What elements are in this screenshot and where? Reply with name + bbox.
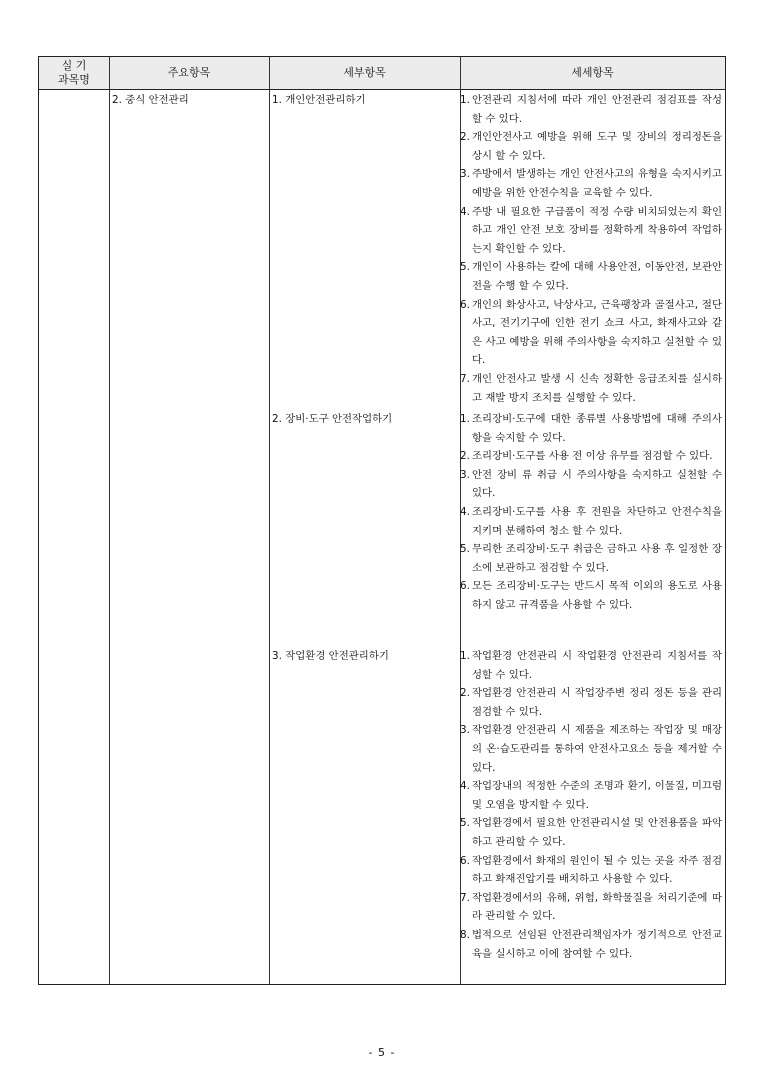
item-number: 1. <box>460 650 470 662</box>
item-text: 작업환경에서 필요한 안전관리시설 및 안전용품을 파악하고 관리할 수 있다. <box>472 817 722 848</box>
item-number: 3. <box>460 168 470 181</box>
item-text: 모든 조리장비·도구는 반드시 목적 이외의 용도로 사용하지 않고 규격품을 사용할 수 있다. <box>472 580 722 611</box>
list-item <box>460 466 722 503</box>
subdetail-list-1 <box>460 91 722 407</box>
item-text: 작업장내의 적정한 수준의 조명과 환기, 이물질, 미끄럼 및 오염을 방지할 수 있다. <box>472 780 722 811</box>
detail-item-1: 1. 개인안전관리하기 <box>272 94 366 106</box>
list-item <box>460 410 722 447</box>
header-subject-line2: 과목명 <box>58 73 90 86</box>
list-item <box>460 540 722 577</box>
list-item <box>460 577 722 614</box>
list-item <box>460 370 722 407</box>
item-text: 작업환경 안전관리 시 작업환경 안전관리 지침서를 작성할 수 있다. <box>472 650 722 681</box>
item-text: 개인안전사고 예방을 위해 도구 및 장비의 정리정돈을 상시 할 수 있다. <box>472 131 722 162</box>
list-item <box>460 296 722 370</box>
table-header <box>39 57 725 90</box>
list-item <box>460 258 722 295</box>
item-text: 개인의 화상사고, 낙상사고, 근육팽창과 골절사고, 절단사고, 전기기구에 인한 전기 쇼크 사고, 화재사고와 같은 사고 예방을 위해 주의사항을 숙지하고 실천할 수 있다. <box>472 298 722 367</box>
header-detail-item: 세부항목 <box>343 66 386 79</box>
column-divider <box>269 57 270 984</box>
item-number: 7. <box>460 891 470 904</box>
column-divider <box>109 57 110 984</box>
item-number: 4. <box>460 205 470 218</box>
list-item <box>460 852 722 889</box>
item-text: 무리한 조리장비·도구 취급은 금하고 사용 후 일정한 장소에 보관하고 점검할 수 있다. <box>472 543 722 574</box>
list-item <box>460 684 722 721</box>
item-text: 작업환경에서의 유해, 위험, 화학물질을 처리기준에 따라 관리할 수 있다. <box>472 891 722 923</box>
header-subdetail-item: 세세항목 <box>571 66 614 79</box>
item-text: 주방 내 필요한 구급품이 적정 수량 비치되었는지 확인하고 개인 안전 보호 장비를 정확하게 착용하여 작업하는지 확인할 수 있다. <box>472 205 722 255</box>
item-number: 1. <box>460 94 470 106</box>
item-text: 법적으로 선임된 안전관리책임자가 정기적으로 안전교육을 실시하고 이에 참여할 수 있다. <box>472 928 722 960</box>
list-item <box>460 128 722 165</box>
item-text: 조리장비·도구에 대한 종류별 사용방법에 대해 주의사항을 숙지할 수 있다. <box>472 413 722 444</box>
list-item <box>460 165 722 202</box>
item-number: 4. <box>460 780 470 793</box>
item-text: 작업환경에서 화재의 원인이 될 수 있는 곳을 자주 점검하고 화재진압기를 배치하고 사용할 수 있다. <box>472 854 722 886</box>
item-text: 개인이 사용하는 칼에 대해 사용안전, 이동안전, 보관안전을 수행 할 수 있다. <box>472 261 722 292</box>
item-text: 조리장비·도구를 사용 전 이상 유무를 점검할 수 있다. <box>472 450 713 463</box>
item-text: 안전 장비 류 취급 시 주의사항을 숙지하고 실천할 수 있다. <box>472 468 722 500</box>
item-number: 6. <box>460 854 470 867</box>
item-number: 6. <box>460 580 470 593</box>
item-text: 작업환경 안전관리 시 작업장주변 정리 정돈 등을 관리 점검할 수 있다. <box>472 687 722 718</box>
item-number: 5. <box>460 817 470 830</box>
subdetail-list-3 <box>460 647 722 963</box>
item-number: 5. <box>460 261 470 274</box>
header-subject-line1: 실 기 <box>61 59 87 72</box>
detail-item-3: 3. 작업환경 안전관리하기 <box>272 650 389 662</box>
list-item <box>460 647 722 684</box>
item-text: 개인 안전사고 발생 시 신속 정확한 응급조치를 실시하고 재발 방지 조치를 실행할 수 있다. <box>472 372 722 404</box>
item-text: 안전관리 지침서에 따라 개인 안전관리 점검표를 작성할 수 있다. <box>472 94 722 125</box>
page-number: - 5 - <box>368 1046 396 1059</box>
item-number: 2. <box>460 450 470 463</box>
list-item <box>460 203 722 259</box>
subdetail-list-2 <box>460 410 722 615</box>
list-item <box>460 889 722 926</box>
item-number: 2. <box>460 687 470 700</box>
item-text: 주방에서 발생하는 개인 안전사고의 유형을 숙지시키고 예방을 위한 안전수칙을 교육할 수 있다. <box>472 168 722 199</box>
item-number: 4. <box>460 505 470 518</box>
item-number: 5. <box>460 543 470 556</box>
main-item-cell: 2. 중식 안전관리 <box>112 94 189 106</box>
list-item <box>460 503 722 540</box>
item-text: 조리장비·도구를 사용 후 전원을 차단하고 안전수칙을 지키며 분해하여 청소 할 수 있다. <box>472 505 722 537</box>
list-item <box>460 721 722 777</box>
item-number: 3. <box>460 724 470 737</box>
list-item <box>460 777 722 814</box>
header-main-item: 주요항목 <box>167 66 211 79</box>
detail-item-2: 2. 장비·도구 안전작업하기 <box>272 413 393 425</box>
header-subject <box>39 57 109 89</box>
item-text: 작업환경 안전관리 시 제품을 제조하는 작업장 및 매장의 온·습도관리를 통하여 안전사고요소 등을 제거할 수 있다. <box>472 724 722 774</box>
item-number: 8. <box>460 928 470 941</box>
list-item <box>460 91 722 128</box>
list-item <box>460 926 722 963</box>
item-number: 7. <box>460 372 470 385</box>
list-item <box>460 447 722 466</box>
item-number: 2. <box>460 131 470 144</box>
list-item <box>460 814 722 851</box>
item-number: 3. <box>460 468 470 481</box>
item-number: 6. <box>460 298 470 311</box>
item-number: 1. <box>460 413 470 425</box>
curriculum-table <box>38 56 726 985</box>
